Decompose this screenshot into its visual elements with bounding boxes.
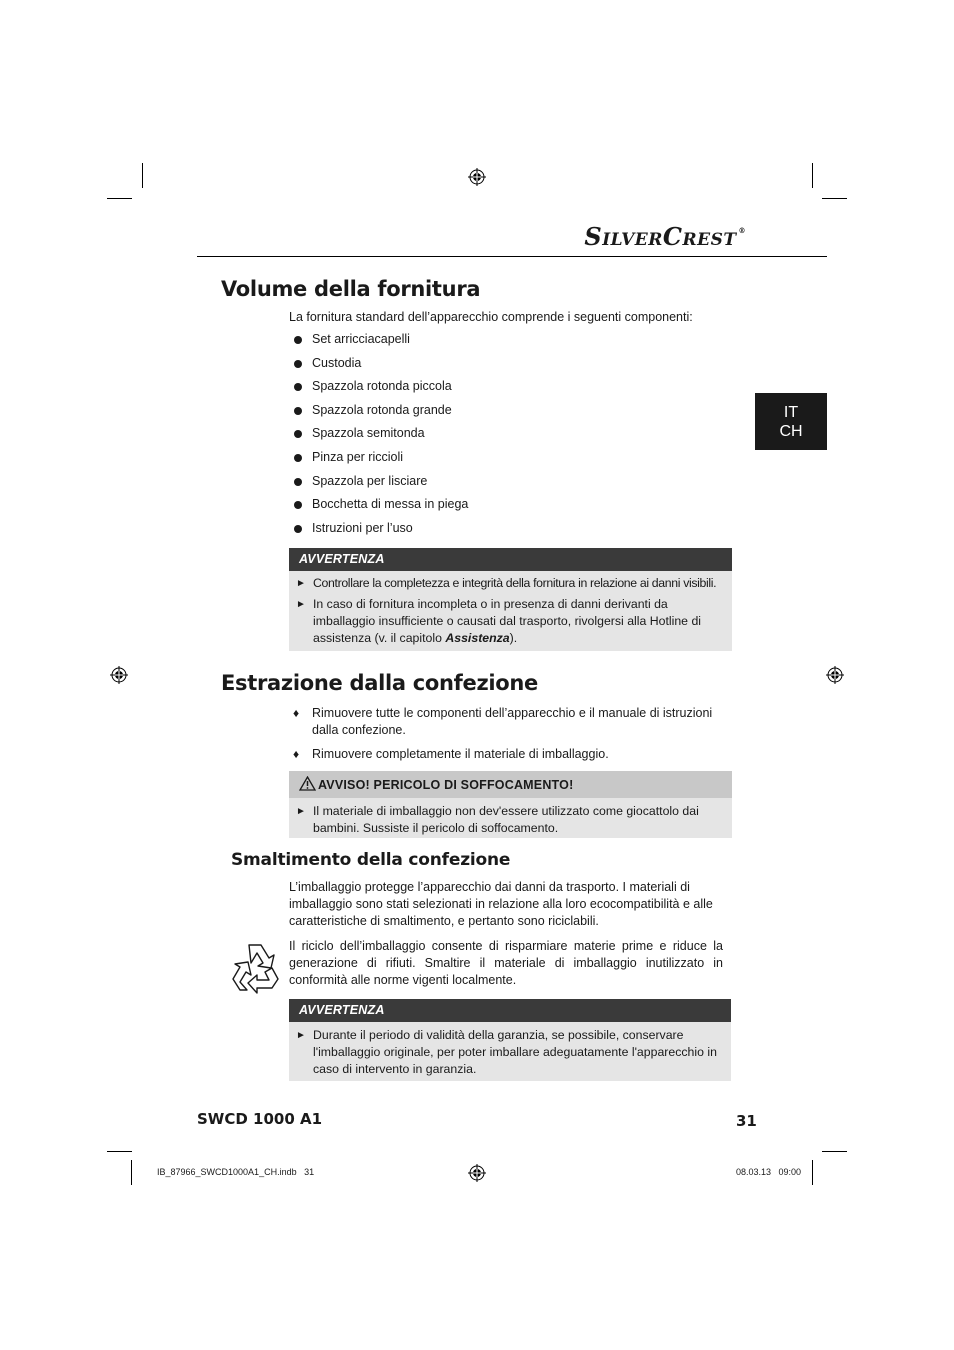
warning-item: ► Controllare la completezza e integrità della fornitura in relazione ai danni visibili. <box>296 576 717 590</box>
bullet-icon <box>294 360 302 368</box>
print-slug-date: 08.03.13 09:00 <box>736 1167 802 1177</box>
recycle-icon <box>227 939 285 995</box>
list-item: Set arricciacapelli <box>293 331 468 355</box>
crop-mark <box>822 1151 847 1152</box>
arrow-right-icon: ► <box>296 806 306 817</box>
language-tab <box>755 393 827 450</box>
warning-box-supply <box>289 548 732 651</box>
arrow-right-icon: ► <box>296 1030 306 1041</box>
print-slug-file: IB_87966_SWCD1000A1_CH.indb 31 <box>157 1167 315 1177</box>
warning-triangle-icon <box>299 776 316 791</box>
language-code-it: IT <box>783 404 799 421</box>
crop-mark <box>131 1160 132 1185</box>
section-title-unpacking: Estrazione dalla confezione <box>221 671 538 695</box>
recycling-paragraph: Il riciclo dell’imballaggio consente di risparmiare materie prime e riduce la generazione di rifiuti. Smaltire il materiale di imballaggio inutilizzato in conformità alle norme vigenti localmente. <box>289 939 723 987</box>
registration-mark-icon <box>110 666 128 684</box>
list-item: Custodia <box>293 355 468 379</box>
supply-intro: La fornitura standard dell’apparecchio comprende i seguenti componenti: <box>289 310 693 324</box>
diamond-bullet-icon: ♦ <box>293 747 300 761</box>
list-item: Spazzola rotonda piccola <box>293 378 468 402</box>
brand-logo: SILVERCREST ® <box>584 222 746 251</box>
crop-mark <box>107 198 132 199</box>
bullet-icon <box>294 336 302 344</box>
warning-title: AVVERTENZA <box>289 548 732 571</box>
crop-mark <box>812 163 813 188</box>
section-title-disposal: Smaltimento della confezione <box>231 850 511 870</box>
supply-list <box>293 331 468 543</box>
list-item: Spazzola rotonda grande <box>293 402 468 426</box>
crop-mark <box>812 1160 813 1185</box>
bullet-icon <box>294 501 302 509</box>
list-item: Istruzioni per l’uso <box>293 520 468 544</box>
arrow-right-icon: ► <box>296 578 306 589</box>
bullet-icon <box>294 407 302 415</box>
warning-box-warranty <box>289 999 731 1081</box>
registration-mark-icon <box>468 168 486 186</box>
bullet-icon <box>294 478 302 486</box>
model-number: SWCD 1000 A1 <box>197 1110 323 1128</box>
warning-item: ► Durante il periodo di validità della garanzia, se possibile, conservare l'imballaggio originale, per poter imballare adeguatamente l'apparecchio in caso di intervento in garanzia. <box>296 1028 717 1076</box>
diamond-bullet-icon: ♦ <box>293 706 300 720</box>
warning-item: ► In caso di fornitura incompleta o in presenza di danni derivanti da imballaggio insufficiente o causati dal trasporto, rivolgersi alla Hotline di assistenza (v. il capitolo Assistenza). <box>296 597 702 645</box>
section-title-supply: Volume della fornitura <box>221 277 481 301</box>
bullet-icon <box>294 383 302 391</box>
list-item: ♦ Rimuovere completamente il materiale di imballaggio. <box>293 747 609 761</box>
list-item: Bocchetta di messa in piega <box>293 496 468 520</box>
page-number: 31 <box>736 1112 757 1130</box>
warning-title: AVVISO! PERICOLO DI SOFFOCAMENTO! <box>289 771 732 798</box>
list-item: Spazzola per lisciare <box>293 473 468 497</box>
unpacking-list <box>293 705 732 763</box>
list-item: Pinza per riccioli <box>293 449 468 473</box>
registration-mark-icon <box>468 1164 486 1182</box>
warning-title: AVVERTENZA <box>289 999 731 1022</box>
crop-mark <box>142 163 143 188</box>
warning-item: ► Il materiale di imballaggio non dev'essere utilizzato come giocattolo dai bambini. Sussiste il pericolo di soffocamento. <box>296 804 699 835</box>
header-rule <box>197 256 827 257</box>
list-item: ♦ Rimuovere tutte le componenti dell’apparecchio e il manuale di istruzioni dalla confezione. <box>293 706 713 737</box>
crop-mark <box>107 1151 132 1152</box>
language-code-ch: CH <box>779 423 803 440</box>
registration-mark-icon <box>826 666 844 684</box>
bullet-icon <box>294 454 302 462</box>
bullet-icon <box>294 430 302 438</box>
crop-mark <box>822 198 847 199</box>
disposal-paragraph: L’imballaggio protegge l’apparecchio dai danni da trasporto. I materiali di imballaggio sono stati selezionati in relazione alla loro ecocompatibilità e alle caratteristiche di smaltimento, e pertanto sono riciclabili. <box>289 880 713 928</box>
warning-box-suffocation <box>289 771 732 838</box>
list-item: Spazzola semitonda <box>293 425 468 449</box>
bullet-icon <box>294 525 302 533</box>
arrow-right-icon: ► <box>296 599 306 610</box>
